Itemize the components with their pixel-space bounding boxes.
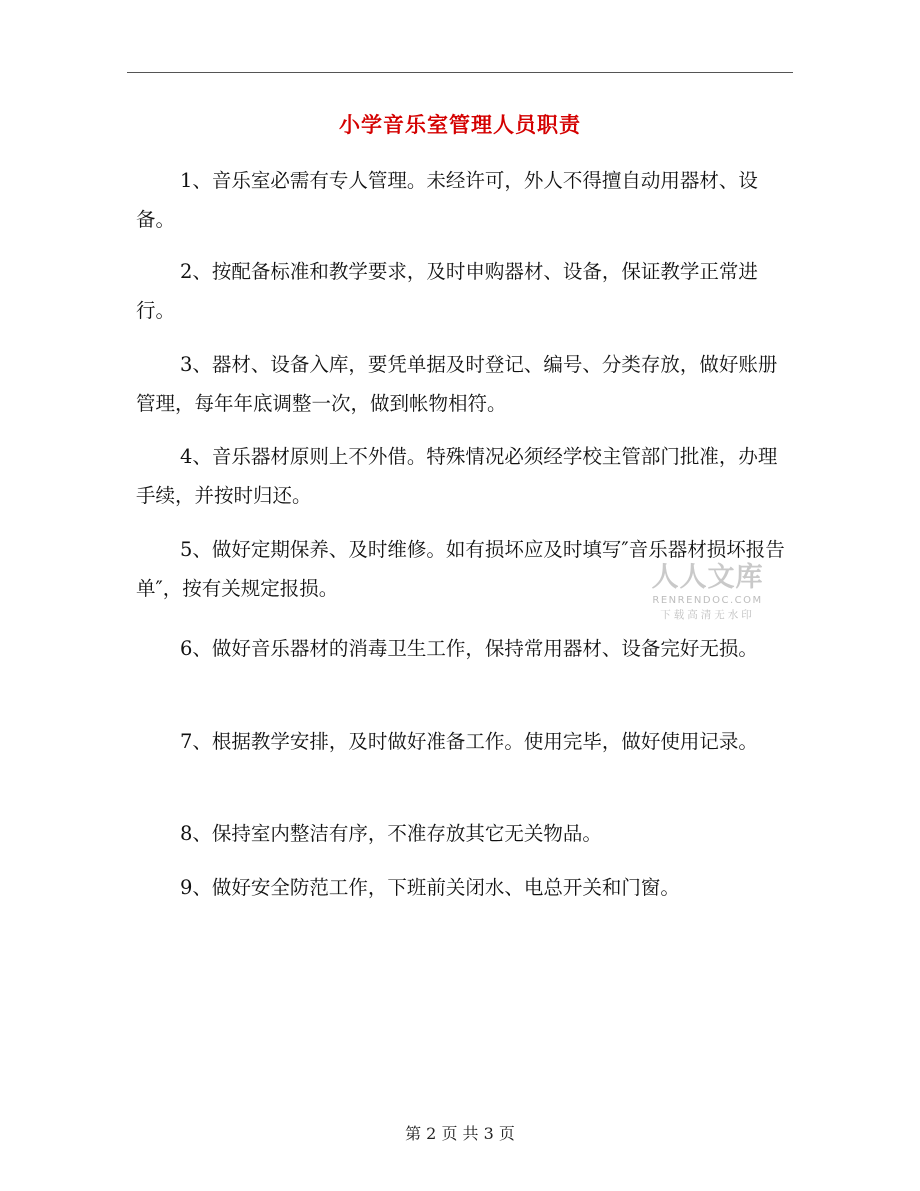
paragraph-8: 8、保持室内整洁有序，不准存放其它无关物品。 xyxy=(180,822,602,845)
paragraph-5: 5、做好定期保养、及时维修。如有损坏应及时填写″音乐器材损坏报告单″，按有关规定报损。 xyxy=(136,538,785,600)
paragraph-9: 9、做好安全防范工作，下班前关闭水、电总开关和门窗。 xyxy=(180,876,680,899)
paragraph-6: 6、做好音乐器材的消毒卫生工作，保持常用器材、设备完好无损。 xyxy=(180,637,758,660)
paragraph-2: 2、按配备标准和教学要求，及时申购器材、设备，保证教学正常进行。 xyxy=(136,260,758,322)
paragraph-4: 4、音乐器材原则上不外借。特殊情况必须经学校主管部门批准，办理手续，并按时归还。 xyxy=(136,445,778,507)
page-number: 第 2 页 共 3 页 xyxy=(405,1124,515,1143)
watermark xyxy=(640,562,775,622)
document-title: 小学音乐室管理人员职责 xyxy=(339,112,581,137)
paragraph-7: 7、根据教学安排，及时做好准备工作。使用完毕，做好使用记录。 xyxy=(180,730,758,753)
watermark-tagline: 下载高清无水印 xyxy=(660,609,755,621)
watermark-brand: 人人文库 xyxy=(651,562,764,593)
header-rule xyxy=(127,72,793,73)
paragraph-3: 3、器材、设备入库，要凭单据及时登记、编号、分类存放，做好账册管理，每年年底调整一次，做到帐物相符。 xyxy=(136,353,778,415)
watermark-domain: RENRENDOC.COM xyxy=(652,595,763,606)
paragraph-1: 1、音乐室必需有专人管理。未经许可，外人不得擅自动用器材、设备。 xyxy=(136,169,758,231)
